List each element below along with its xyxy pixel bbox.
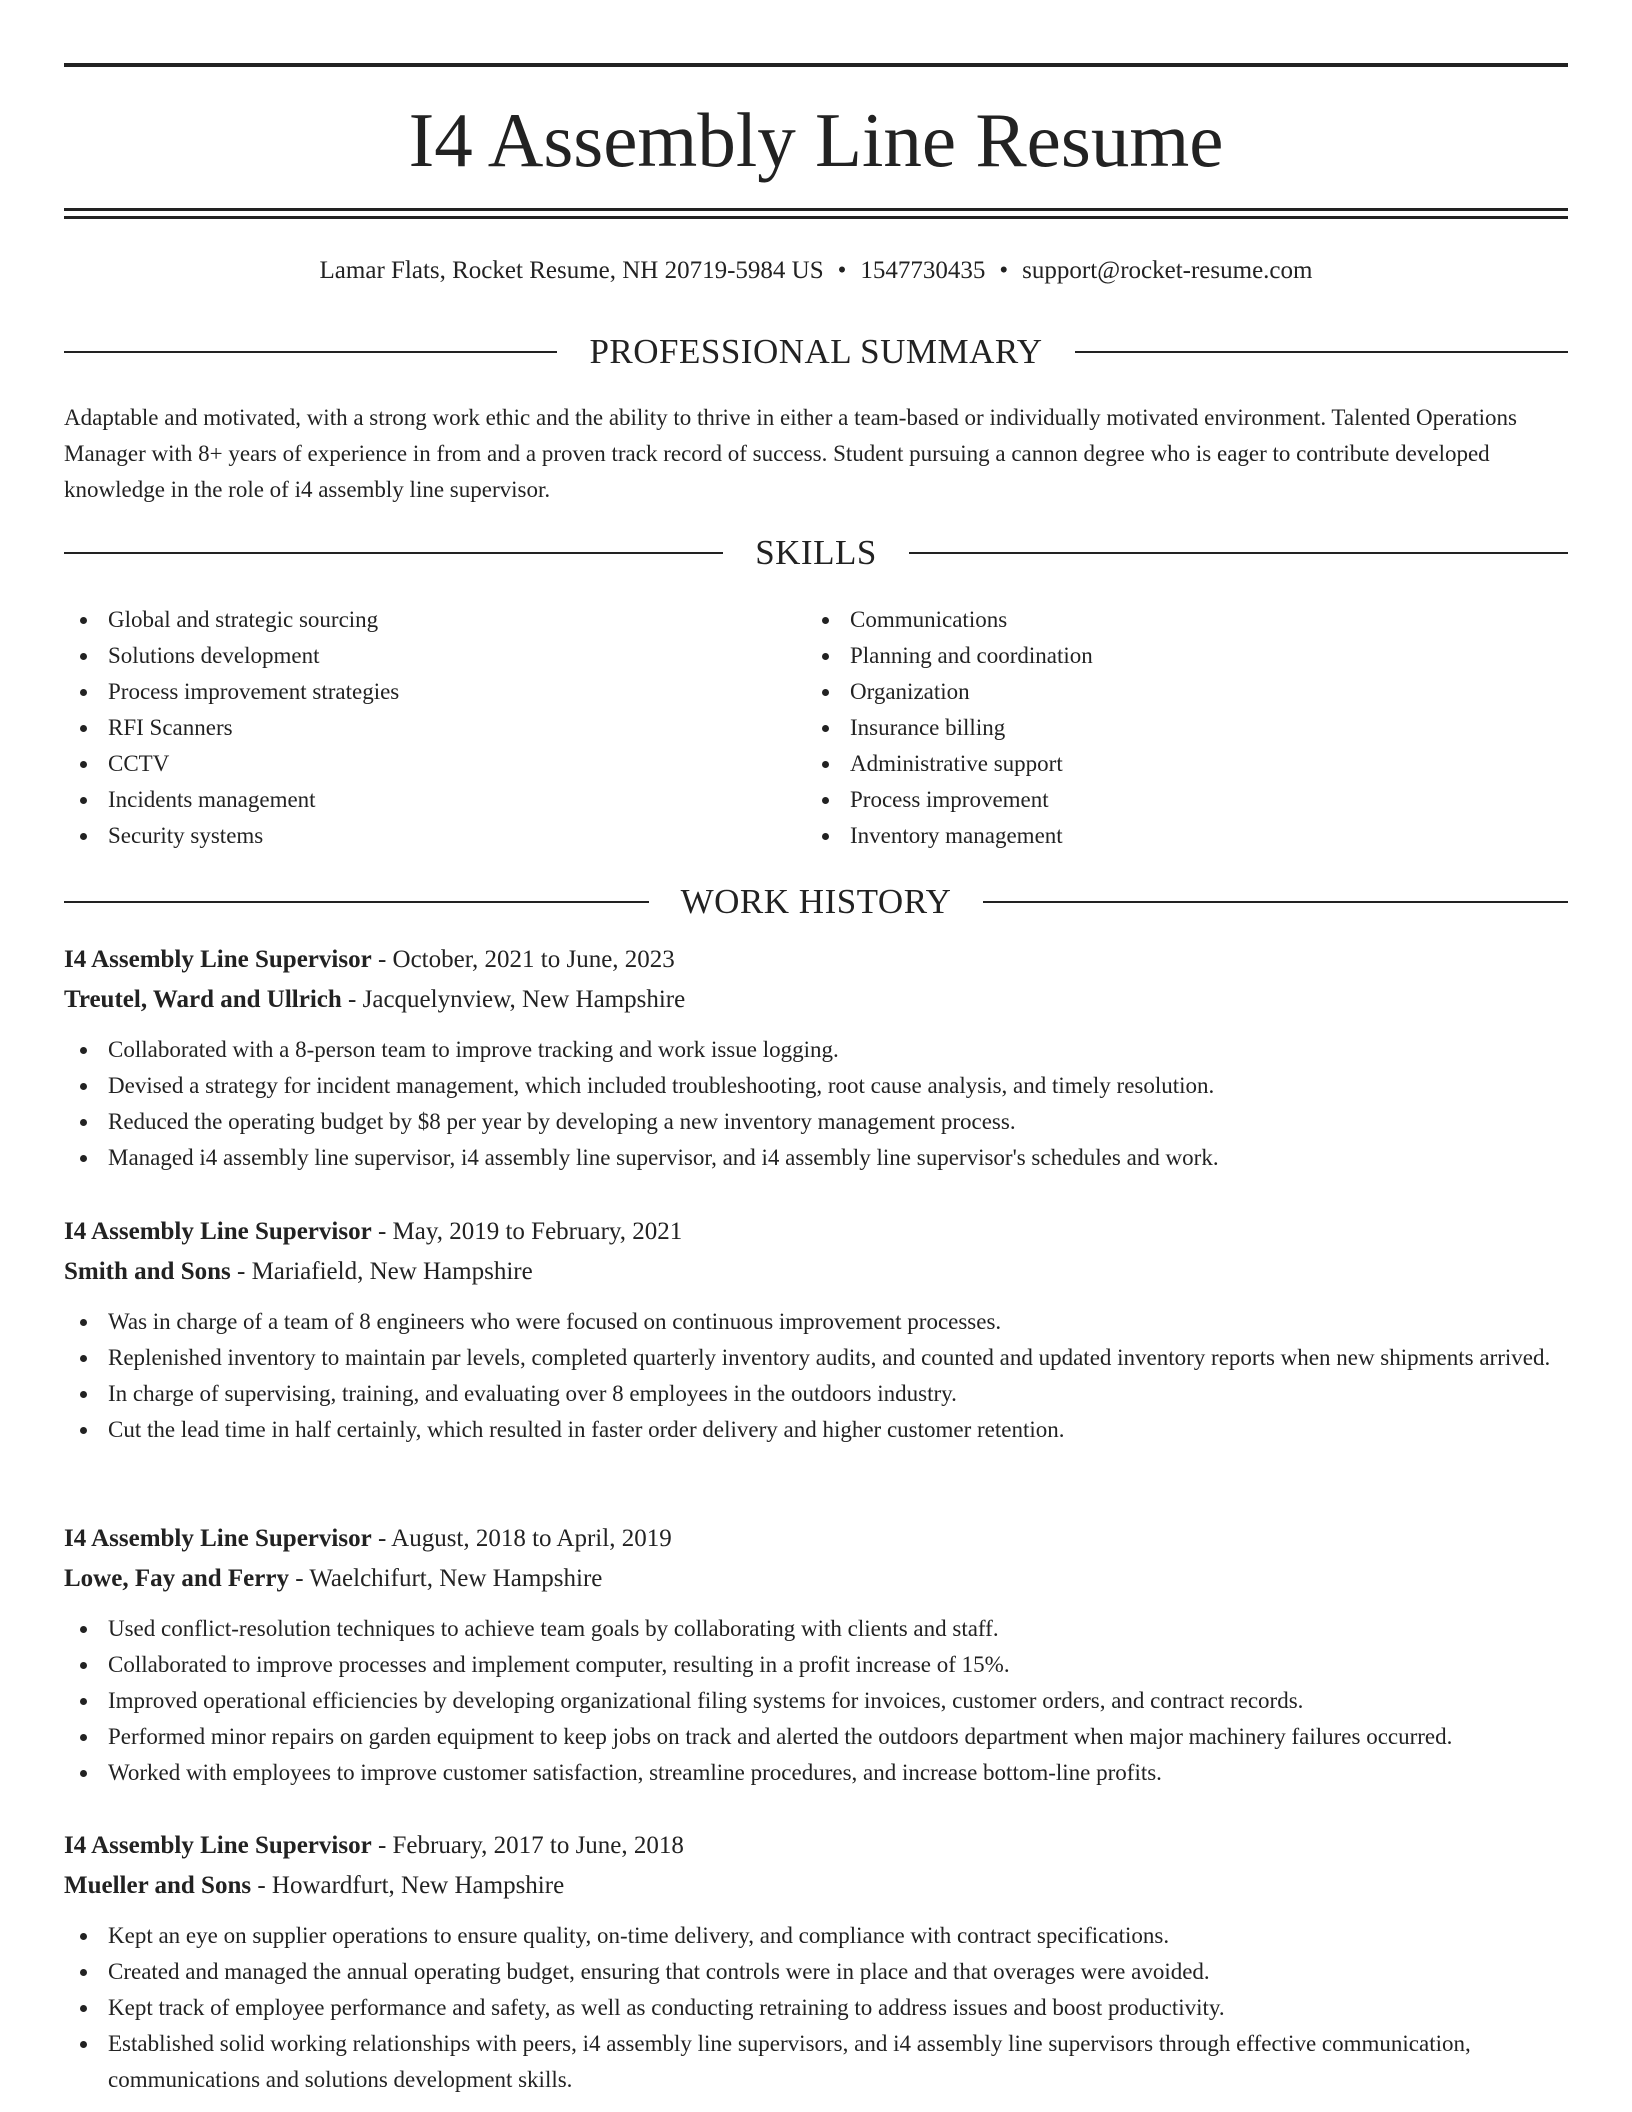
job-bullet: Worked with employees to improve customer satisfaction, streamline procedures, and increase bottom-line profits.: [64, 1755, 1568, 1791]
job-title-line: [64, 1212, 1568, 1252]
job-company-line: [64, 1559, 1568, 1599]
header-divider-rule: [64, 216, 1568, 219]
heading-rule: [983, 901, 1568, 903]
job-bullet: Improved operational efficiencies by developing organizational filing systems for invoices, customer orders, and contract records.: [64, 1683, 1568, 1719]
skills-list: [64, 602, 1568, 854]
skill-item: Communications: [806, 602, 1548, 638]
job-entry: [64, 940, 1568, 1176]
job-company: Lowe, Fay and Ferry: [64, 1565, 289, 1592]
job-title-line: [64, 940, 1568, 980]
job-bullet: Established solid working relationships with peers, i4 assembly line supervisors, and i4 assembly line supervisors through effective communication, communications and solutions development skills.: [64, 2026, 1568, 2098]
contact-separator: •: [999, 257, 1009, 284]
section-heading-work: [64, 882, 1568, 922]
heading-rule: [64, 552, 723, 554]
job-title: I4 Assembly Line Supervisor: [64, 1832, 372, 1859]
contact-phone: 1547730435: [860, 257, 986, 284]
summary-text: Adaptable and motivated, with a strong work ethic and the ability to thrive in either a team-based or individually motivated environment. Talented Operations Manager with 8+ years of experience in from and a proven track record of success. Student pursuing a cannon degree who is eager to contribute developed knowledge in the role of i4 assembly line supervisor.: [64, 405, 1517, 502]
job-location: - Mariafield, New Hampshire: [230, 1258, 533, 1285]
job-title: I4 Assembly Line Supervisor: [64, 946, 372, 973]
heading-rule: [64, 351, 557, 353]
contact-line: [64, 254, 1568, 288]
job-bullet: Used conflict-resolution techniques to achieve team goals by collaborating with clients and staff.: [64, 1611, 1568, 1647]
job-dates: - October, 2021 to June, 2023: [371, 946, 675, 973]
job-title: I4 Assembly Line Supervisor: [64, 1525, 372, 1552]
resume-title: I4 Assembly Line Resume: [408, 97, 1224, 183]
skill-item: Global and strategic sourcing: [64, 602, 806, 638]
job-bullet: In charge of supervising, training, and evaluating over 8 employees in the outdoors industry.: [64, 1376, 1568, 1412]
job-title-line: [64, 1826, 1568, 1866]
skill-item: Inventory management: [806, 818, 1548, 854]
header-top-rule: [64, 63, 1568, 67]
job-bullet: Created and managed the annual operating budget, ensuring that controls were in place and that overages were avoided.: [64, 1954, 1568, 1990]
skill-item: Insurance billing: [806, 710, 1548, 746]
job-company-line: [64, 980, 1568, 1020]
skill-item: Planning and coordination: [806, 638, 1548, 674]
job-bullet: Collaborated with a 8-person team to improve tracking and work issue logging.: [64, 1032, 1568, 1068]
job-bullet: Collaborated to improve processes and implement computer, resulting in a profit increase of 15%.: [64, 1647, 1568, 1683]
job-bullet: Kept track of employee performance and safety, as well as conducting retraining to address issues and boost productivity.: [64, 1990, 1568, 2026]
job-entry: [64, 1826, 1568, 2098]
job-company: Smith and Sons: [64, 1258, 231, 1285]
job-bullet: Performed minor repairs on garden equipment to keep jobs on track and alerted the outdoors department when major machinery failures occurred.: [64, 1719, 1568, 1755]
job-title: I4 Assembly Line Supervisor: [64, 1218, 372, 1245]
heading-rule: [64, 901, 649, 903]
skill-item: Process improvement strategies: [64, 674, 806, 710]
job-bullets: [64, 1611, 1568, 1791]
skills-column-right: [806, 602, 1548, 854]
job-location: - Howardfurt, New Hampshire: [251, 1872, 565, 1899]
section-heading-skills: [64, 533, 1568, 573]
job-bullet: Replenished inventory to maintain par levels, completed quarterly inventory audits, and counted and updated inventory reports when new shipments arrived.: [64, 1340, 1568, 1376]
skills-column-left: [64, 602, 806, 854]
job-location: - Waelchifurt, New Hampshire: [288, 1565, 603, 1592]
job-bullet: Managed i4 assembly line supervisor, i4 assembly line supervisor, and i4 assembly line supervisor's schedules and work.: [64, 1140, 1568, 1176]
skill-item: Incidents management: [64, 782, 806, 818]
job-company: Treutel, Ward and Ullrich: [64, 986, 342, 1013]
job-location: - Jacquelynview, New Hampshire: [341, 986, 686, 1013]
job-bullet: Reduced the operating budget by $8 per year by developing a new inventory management process.: [64, 1104, 1568, 1140]
header-divider-rule: [64, 208, 1568, 211]
job-title-line: [64, 1519, 1568, 1559]
skill-item: Organization: [806, 674, 1548, 710]
job-company: Mueller and Sons: [64, 1872, 252, 1899]
job-bullet: Devised a strategy for incident management, which included troubleshooting, root cause analysis, and timely resolution.: [64, 1068, 1568, 1104]
job-bullets: [64, 1918, 1568, 2098]
job-dates: - August, 2018 to April, 2019: [371, 1525, 672, 1552]
skill-item: Security systems: [64, 818, 806, 854]
job-entry: [64, 1519, 1568, 1791]
heading-rule: [909, 552, 1568, 554]
job-entry: [64, 1212, 1568, 1448]
section-title: WORK HISTORY: [680, 882, 952, 921]
job-company-line: [64, 1252, 1568, 1292]
job-dates: - May, 2019 to February, 2021: [371, 1218, 683, 1245]
job-bullets: [64, 1032, 1568, 1176]
section-heading-summary: [64, 332, 1568, 372]
job-bullet: Kept an eye on supplier operations to ensure quality, on-time delivery, and compliance with contract specifications.: [64, 1918, 1568, 1954]
section-title: SKILLS: [755, 533, 877, 572]
contact-address: Lamar Flats, Rocket Resume, NH 20719-5984 US: [319, 257, 824, 284]
section-title: PROFESSIONAL SUMMARY: [589, 332, 1043, 371]
job-bullets: [64, 1304, 1568, 1448]
skill-item: RFI Scanners: [64, 710, 806, 746]
skill-item: Solutions development: [64, 638, 806, 674]
skill-item: CCTV: [64, 746, 806, 782]
contact-email: support@rocket-resume.com: [1022, 257, 1313, 284]
heading-rule: [1075, 351, 1568, 353]
contact-separator: •: [837, 257, 847, 284]
job-bullet: Was in charge of a team of 8 engineers who were focused on continuous improvement processes.: [64, 1304, 1568, 1340]
job-bullet: Cut the lead time in half certainly, which resulted in faster order delivery and higher customer retention.: [64, 1412, 1568, 1448]
skill-item: Administrative support: [806, 746, 1548, 782]
job-company-line: [64, 1866, 1568, 1906]
skill-item: Process improvement: [806, 782, 1548, 818]
job-dates: - February, 2017 to June, 2018: [371, 1832, 684, 1859]
